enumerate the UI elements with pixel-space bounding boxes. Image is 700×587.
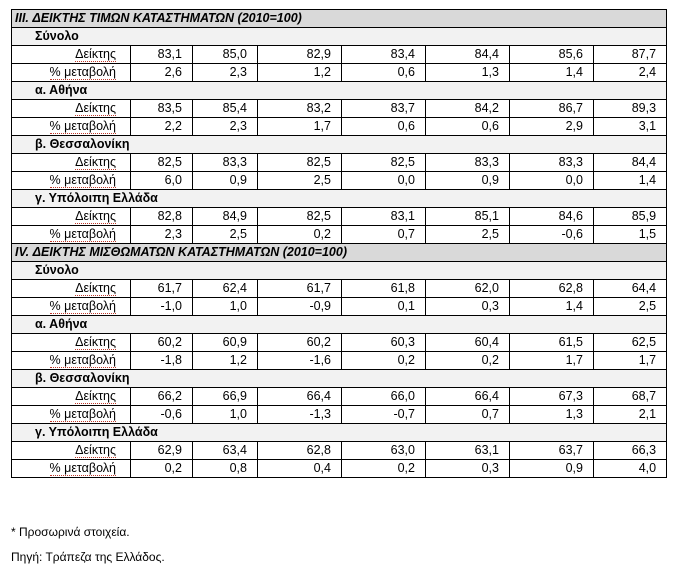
row-label: % μεταβολή — [49, 353, 116, 367]
value-cell: 0,7 — [426, 406, 510, 424]
group-title: α. Αθήνα — [12, 82, 667, 100]
value-cell: 83,3 — [426, 154, 510, 172]
value-cell: 60,2 — [258, 334, 342, 352]
value-cell: 1,0 — [193, 298, 258, 316]
value-cell: 84,2 — [426, 100, 510, 118]
value-cell: 68,7 — [594, 388, 667, 406]
footnote: * Προσωρινά στοιχεία. — [11, 525, 130, 539]
value-cell: 83,5 — [131, 100, 193, 118]
value-cell: 1,4 — [510, 298, 594, 316]
value-cell: 2,5 — [594, 298, 667, 316]
group-title: α. Αθήνα — [12, 316, 667, 334]
value-cell: 62,5 — [594, 334, 667, 352]
value-cell: 63,1 — [426, 442, 510, 460]
row-label: Δείκτης — [75, 101, 116, 115]
value-cell: 1,7 — [258, 118, 342, 136]
value-cell: 83,2 — [258, 100, 342, 118]
value-cell: 63,4 — [193, 442, 258, 460]
value-cell: 0,1 — [342, 298, 426, 316]
group-header-row — [12, 370, 667, 388]
value-cell: 2,5 — [193, 226, 258, 244]
row-label: Δείκτης — [75, 389, 116, 403]
value-cell: 85,1 — [426, 208, 510, 226]
row-label-cell — [12, 154, 131, 172]
value-cell: 60,3 — [342, 334, 426, 352]
value-cell: -1,3 — [258, 406, 342, 424]
group-title: γ. Υπόλοιπη Ελλάδα — [12, 424, 667, 442]
value-cell: 85,4 — [193, 100, 258, 118]
value-cell: 84,9 — [193, 208, 258, 226]
row-label: Δείκτης — [75, 335, 116, 349]
group-header-row — [12, 190, 667, 208]
value-cell: 83,1 — [342, 208, 426, 226]
value-cell: 0,2 — [258, 226, 342, 244]
value-cell: 85,9 — [594, 208, 667, 226]
value-cell: -1,0 — [131, 298, 193, 316]
value-cell: 63,7 — [510, 442, 594, 460]
notes — [11, 524, 165, 574]
value-cell: 2,9 — [510, 118, 594, 136]
value-cell: 3,1 — [594, 118, 667, 136]
group-title: Σύνολο — [12, 262, 667, 280]
data-table-wrapper — [11, 9, 666, 478]
value-cell: 2,4 — [594, 64, 667, 82]
value-cell: 61,7 — [131, 280, 193, 298]
value-cell: 0,6 — [342, 118, 426, 136]
row-label-cell — [12, 352, 131, 370]
section-title: III. ΔΕΙΚΤΗΣ ΤΙΜΩΝ ΚΑΤΑΣΤΗΜΑΤΩΝ (2010=100) — [12, 10, 667, 28]
value-cell: 66,3 — [594, 442, 667, 460]
group-title: β. Θεσσαλονίκη — [12, 370, 667, 388]
value-cell: 82,5 — [258, 208, 342, 226]
table-row — [12, 100, 667, 118]
group-header-row — [12, 28, 667, 46]
value-cell: 82,5 — [131, 154, 193, 172]
table-row — [12, 208, 667, 226]
value-cell: 0,2 — [342, 460, 426, 478]
value-cell: 83,3 — [510, 154, 594, 172]
row-label-cell — [12, 208, 131, 226]
row-label-cell — [12, 442, 131, 460]
value-cell: 1,5 — [594, 226, 667, 244]
table-row — [12, 388, 667, 406]
value-cell: 1,3 — [510, 406, 594, 424]
value-cell: 0,3 — [426, 460, 510, 478]
value-cell: 1,4 — [510, 64, 594, 82]
value-cell: 84,4 — [594, 154, 667, 172]
value-cell: 2,6 — [131, 64, 193, 82]
section-title: IV. ΔΕΙΚΤΗΣ ΜΙΣΘΩΜΑΤΩΝ ΚΑΤΑΣΤΗΜΑΤΩΝ (2010=100) — [12, 244, 667, 262]
value-cell: 0,2 — [426, 352, 510, 370]
value-cell: -0,9 — [258, 298, 342, 316]
row-label: % μεταβολή — [49, 299, 116, 313]
table-row — [12, 298, 667, 316]
table-row — [12, 334, 667, 352]
price-index-table — [11, 9, 667, 478]
value-cell: 0,9 — [193, 172, 258, 190]
value-cell: 0,4 — [258, 460, 342, 478]
value-cell: 1,2 — [258, 64, 342, 82]
value-cell: 0,6 — [426, 118, 510, 136]
value-cell: -1,6 — [258, 352, 342, 370]
value-cell: 0,6 — [342, 64, 426, 82]
value-cell: 0,0 — [342, 172, 426, 190]
row-label-cell — [12, 64, 131, 82]
row-label: % μεταβολή — [49, 407, 116, 421]
value-cell: 83,1 — [131, 46, 193, 64]
group-header-row — [12, 136, 667, 154]
value-cell: 66,4 — [426, 388, 510, 406]
value-cell: -0,7 — [342, 406, 426, 424]
value-cell: -0,6 — [131, 406, 193, 424]
value-cell: 62,4 — [193, 280, 258, 298]
value-cell: 63,0 — [342, 442, 426, 460]
value-cell: 62,9 — [131, 442, 193, 460]
value-cell: 83,4 — [342, 46, 426, 64]
table-row — [12, 226, 667, 244]
value-cell: 0,7 — [342, 226, 426, 244]
value-cell: 66,2 — [131, 388, 193, 406]
value-cell: 82,5 — [258, 154, 342, 172]
value-cell: 0,9 — [426, 172, 510, 190]
table-row — [12, 46, 667, 64]
row-label-cell — [12, 460, 131, 478]
value-cell: 6,0 — [131, 172, 193, 190]
row-label-cell — [12, 46, 131, 64]
value-cell: 85,0 — [193, 46, 258, 64]
value-cell: 83,3 — [193, 154, 258, 172]
value-cell: 60,4 — [426, 334, 510, 352]
row-label: % μεταβολή — [49, 119, 116, 133]
value-cell: 1,0 — [193, 406, 258, 424]
value-cell: 66,4 — [258, 388, 342, 406]
row-label: Δείκτης — [75, 47, 116, 61]
group-header-row — [12, 424, 667, 442]
row-label: % μεταβολή — [49, 65, 116, 79]
value-cell: 61,8 — [342, 280, 426, 298]
row-label: % μεταβολή — [49, 227, 116, 241]
value-cell: 60,9 — [193, 334, 258, 352]
value-cell: 86,7 — [510, 100, 594, 118]
value-cell: 2,2 — [131, 118, 193, 136]
source-note: Πηγή: Τράπεζα της Ελλάδος. — [11, 550, 165, 564]
table-row — [12, 406, 667, 424]
value-cell: 1,2 — [193, 352, 258, 370]
value-cell: 1,3 — [426, 64, 510, 82]
row-label-cell — [12, 172, 131, 190]
table-row — [12, 172, 667, 190]
value-cell: 0,8 — [193, 460, 258, 478]
value-cell: 2,3 — [131, 226, 193, 244]
value-cell: 66,0 — [342, 388, 426, 406]
value-cell: 82,8 — [131, 208, 193, 226]
value-cell: 2,3 — [193, 64, 258, 82]
row-label: Δείκτης — [75, 209, 116, 223]
table-row — [12, 280, 667, 298]
row-label-cell — [12, 280, 131, 298]
row-label: % μεταβολή — [49, 461, 116, 475]
value-cell: 83,7 — [342, 100, 426, 118]
value-cell: 84,6 — [510, 208, 594, 226]
value-cell: 2,3 — [193, 118, 258, 136]
group-header-row — [12, 316, 667, 334]
group-title: Σύνολο — [12, 28, 667, 46]
table-row — [12, 442, 667, 460]
value-cell: 61,5 — [510, 334, 594, 352]
row-label-cell — [12, 388, 131, 406]
table-row — [12, 118, 667, 136]
group-header-row — [12, 82, 667, 100]
value-cell: 0,0 — [510, 172, 594, 190]
value-cell: -0,6 — [510, 226, 594, 244]
table-row — [12, 352, 667, 370]
value-cell: 60,2 — [131, 334, 193, 352]
value-cell: 84,4 — [426, 46, 510, 64]
value-cell: 0,2 — [342, 352, 426, 370]
row-label-cell — [12, 406, 131, 424]
row-label-cell — [12, 100, 131, 118]
value-cell: 62,8 — [258, 442, 342, 460]
value-cell: 89,3 — [594, 100, 667, 118]
value-cell: 61,7 — [258, 280, 342, 298]
value-cell: 66,9 — [193, 388, 258, 406]
value-cell: 85,6 — [510, 46, 594, 64]
value-cell: -1,8 — [131, 352, 193, 370]
row-label: Δείκτης — [75, 155, 116, 169]
value-cell: 82,5 — [342, 154, 426, 172]
row-label-cell — [12, 226, 131, 244]
row-label-cell — [12, 118, 131, 136]
value-cell: 1,4 — [594, 172, 667, 190]
table-body — [12, 10, 667, 478]
value-cell: 67,3 — [510, 388, 594, 406]
row-label-cell — [12, 298, 131, 316]
section-header-row — [12, 244, 667, 262]
row-label: Δείκτης — [75, 281, 116, 295]
row-label: Δείκτης — [75, 443, 116, 457]
group-header-row — [12, 262, 667, 280]
table-row — [12, 64, 667, 82]
value-cell: 2,5 — [426, 226, 510, 244]
table-row — [12, 460, 667, 478]
value-cell: 87,7 — [594, 46, 667, 64]
value-cell: 2,5 — [258, 172, 342, 190]
value-cell: 1,7 — [510, 352, 594, 370]
value-cell: 82,9 — [258, 46, 342, 64]
row-label: % μεταβολή — [49, 173, 116, 187]
row-label-cell — [12, 334, 131, 352]
table-row — [12, 154, 667, 172]
value-cell: 62,0 — [426, 280, 510, 298]
value-cell: 62,8 — [510, 280, 594, 298]
value-cell: 0,9 — [510, 460, 594, 478]
value-cell: 2,1 — [594, 406, 667, 424]
value-cell: 0,2 — [131, 460, 193, 478]
value-cell: 0,3 — [426, 298, 510, 316]
value-cell: 1,7 — [594, 352, 667, 370]
group-title: γ. Υπόλοιπη Ελλάδα — [12, 190, 667, 208]
value-cell: 4,0 — [594, 460, 667, 478]
section-header-row — [12, 10, 667, 28]
value-cell: 64,4 — [594, 280, 667, 298]
group-title: β. Θεσσαλονίκη — [12, 136, 667, 154]
